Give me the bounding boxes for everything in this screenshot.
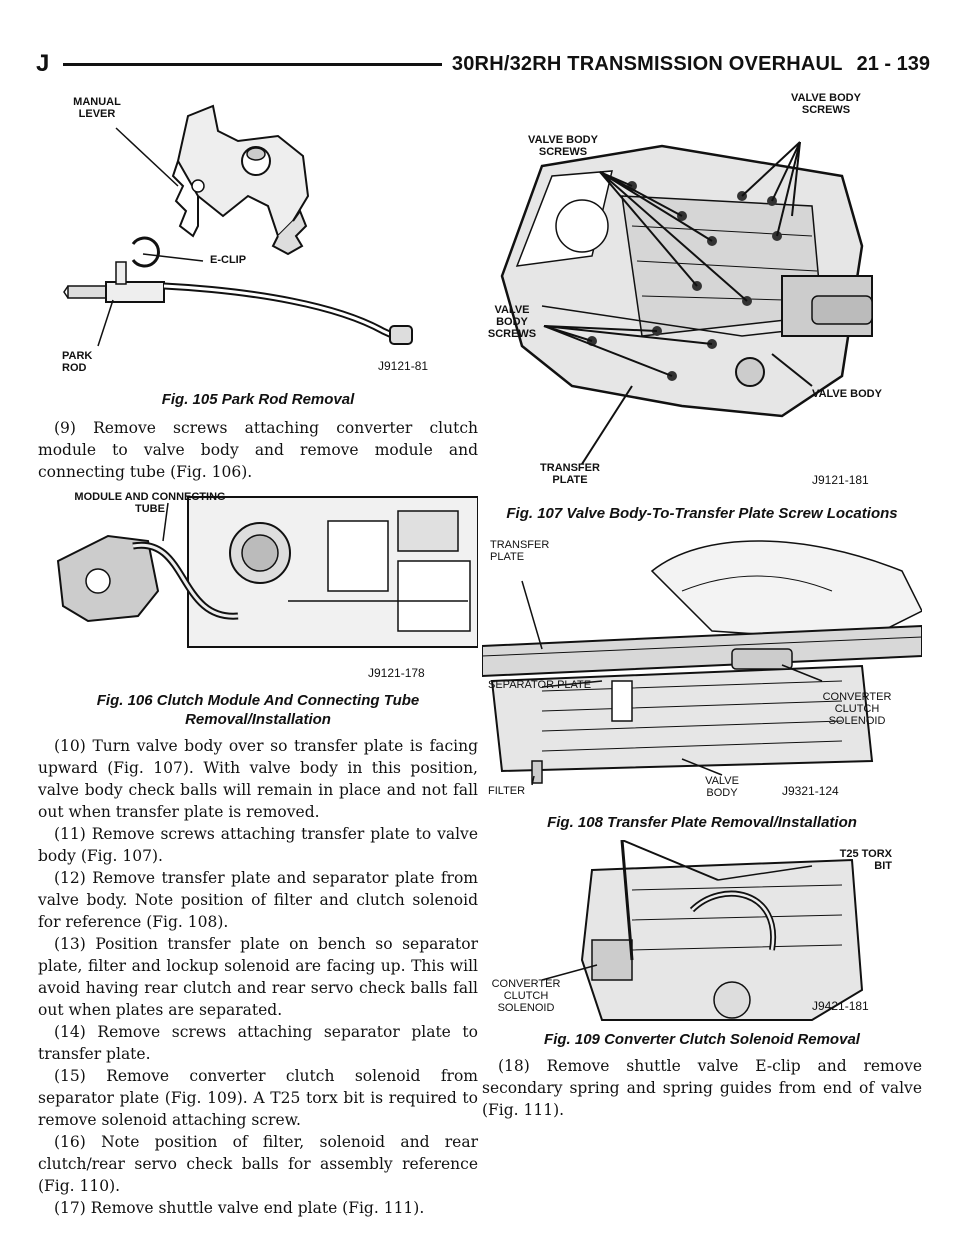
right-column <box>482 86 922 1121</box>
figure-code: J9121-81 <box>378 359 429 373</box>
paragraph-step-11: (11) Remove screws attaching transfer plate to valve body (Fig. 107). <box>38 825 478 865</box>
figure-109-caption: Fig. 109 Converter Clutch Solenoid Removal <box>544 1031 860 1048</box>
page-number: 21 - 139 <box>856 52 930 75</box>
figure-108 <box>482 531 922 807</box>
label-valve-body-screws-left: VALVE BODY SCREWS <box>487 304 537 340</box>
label-filter: FILTER <box>488 785 526 797</box>
paragraph-step-15: (15) Remove converter clutch solenoid from separator plate (Fig. 109). A T25 torx bit is required to remove solenoid attaching screw. <box>38 1067 478 1129</box>
label-valve-body-screws-top-left: VALVE BODY SCREWS <box>528 134 598 158</box>
label-park-rod: PARK ROD <box>62 350 93 374</box>
left-column <box>38 86 478 1219</box>
figure-code: J9321-124 <box>782 784 839 798</box>
page-header <box>30 44 930 84</box>
label-converter-clutch-solenoid: CONVERTER CLUTCH SOLENOID <box>822 691 892 727</box>
header-title: 30RH/32RH TRANSMISSION OVERHAUL <box>451 52 843 75</box>
label-module: MODULE AND CONNECTING TUBE <box>74 491 226 515</box>
label-valve-body-screws-top-right: VALVE BODY SCREWS <box>791 92 861 116</box>
figure-108-caption: Fig. 108 Transfer Plate Removal/Installation <box>547 814 857 831</box>
figure-106-caption: Fig. 106 Clutch Module And Connecting Tube Removal/Installation <box>96 692 420 728</box>
paragraph-step-17: (17) Remove shuttle valve end plate (Fig. 111). <box>54 1199 425 1217</box>
label-transfer-plate: TRANSFER PLATE <box>540 462 600 486</box>
label-manual-lever: MANUAL LEVER <box>73 96 121 120</box>
figure-code: J9121-178 <box>368 666 425 680</box>
label-valve-body: VALVE BODY <box>812 388 882 400</box>
figure-code: J9121-181 <box>812 473 869 487</box>
paragraph-step-9: (9) Remove screws attaching converter clutch module to valve body and remove module and connecting tube (Fig. 106). <box>38 419 478 481</box>
label-e-clip: E-CLIP <box>210 254 247 266</box>
figure-code: J9421-181 <box>812 999 869 1013</box>
clutch-module-illustration <box>38 491 478 687</box>
figure-109 <box>482 840 922 1024</box>
figure-106 <box>38 491 478 687</box>
label-valve-body: VALVE BODY <box>705 775 739 799</box>
figure-107-caption: Fig. 107 Valve Body-To-Transfer Plate Screw Locations <box>506 505 898 522</box>
label-transfer-plate: TRANSFER PLATE <box>490 539 550 563</box>
paragraph-step-14: (14) Remove screws attaching separator plate to transfer plate. <box>38 1023 478 1063</box>
figure-107 <box>482 86 922 494</box>
transfer-plate-illustration <box>482 531 922 807</box>
paragraph-step-16: (16) Note position of filter, solenoid and rear clutch/rear servo check balls for assembly reference (Fig. 110). <box>38 1133 478 1195</box>
label-t25-torx-bit: T25 TORX BIT <box>839 848 892 872</box>
header-letter: J <box>36 50 50 77</box>
figure-105-caption: Fig. 105 Park Rod Removal <box>161 391 355 408</box>
label-converter-clutch-solenoid: CONVERTER CLUTCH SOLENOID <box>491 978 561 1014</box>
paragraph-step-18: (18) Remove shuttle valve E-clip and remove secondary spring and spring guides from end of valve (Fig. 111). <box>482 1057 922 1119</box>
park-rod-illustration <box>38 86 478 382</box>
paragraph-step-13: (13) Position transfer plate on bench so separator plate, filter and lockup solenoid are facing up. This will avoid having rear clutch and rear servo check balls fall out when plates are separated. <box>38 935 478 1019</box>
label-separator-plate: SEPARATOR PLATE <box>488 679 592 691</box>
paragraph-step-10: (10) Turn valve body over so transfer plate is facing upward (Fig. 107). With valve body in this position, valve body check balls will remain in place and not fall out when transfer plate is removed. <box>38 737 478 821</box>
header-rule <box>63 63 442 66</box>
paragraph-step-12: (12) Remove transfer plate and separator plate from valve body. Note position of filter and clutch solenoid for reference (Fig. 108). <box>38 869 478 931</box>
figure-105 <box>38 86 478 382</box>
